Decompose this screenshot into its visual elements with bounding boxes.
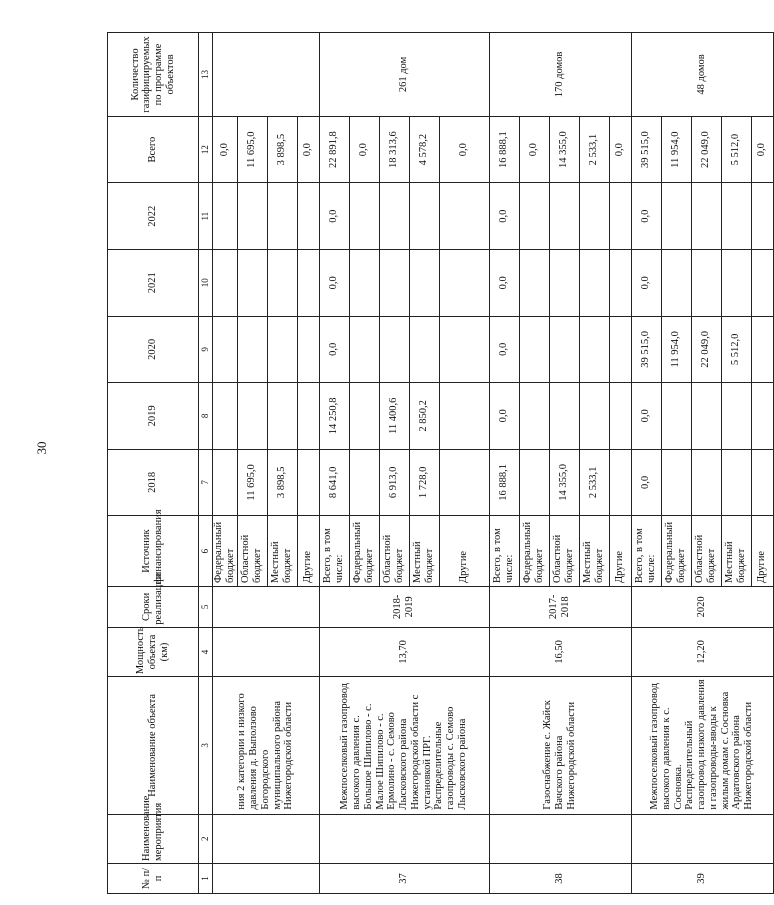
object-name-cell: ния 2 категории и низкого давления д. Выползово Богородского муниципального района Нижегородской области bbox=[213, 677, 320, 814]
value-cell: 0,0 bbox=[519, 116, 549, 183]
column-number: 10 bbox=[199, 249, 213, 316]
value-cell bbox=[297, 383, 319, 450]
value-cell: 11 954,0 bbox=[661, 116, 691, 183]
value-cell: 4 578,2 bbox=[409, 116, 439, 183]
object-count-cell: 48 домов bbox=[631, 33, 773, 117]
measure-name-cell bbox=[213, 814, 320, 863]
source-regional: Областной бюджет bbox=[237, 516, 267, 587]
column-number: 1 bbox=[199, 863, 213, 893]
value-cell bbox=[721, 383, 751, 450]
value-cell: 1 728,0 bbox=[409, 449, 439, 516]
value-cell bbox=[349, 249, 379, 316]
column-number: 6 bbox=[199, 516, 213, 587]
value-cell bbox=[579, 183, 609, 250]
capacity-cell: 13,70 bbox=[319, 627, 489, 676]
value-cell bbox=[267, 316, 297, 383]
column-number: 2 bbox=[199, 814, 213, 863]
value-cell: 11 400,6 bbox=[379, 383, 409, 450]
value-cell bbox=[349, 449, 379, 516]
row-number-cell bbox=[213, 863, 320, 893]
rotated-table-frame bbox=[107, 32, 768, 894]
header-cell: Наименование объекта bbox=[108, 677, 199, 814]
row-number-cell: 38 bbox=[489, 863, 631, 893]
value-cell: 0,0 bbox=[319, 183, 349, 250]
value-cell bbox=[267, 383, 297, 450]
value-cell: 5 512,0 bbox=[721, 116, 751, 183]
value-cell: 22 891,8 bbox=[319, 116, 349, 183]
table-row bbox=[489, 33, 519, 894]
object-count-cell: 170 домов bbox=[489, 33, 631, 117]
header-cell: 2022 bbox=[108, 183, 199, 250]
source-local: Местный бюджет bbox=[579, 516, 609, 587]
value-cell bbox=[661, 183, 691, 250]
value-cell bbox=[661, 449, 691, 516]
value-cell: 0,0 bbox=[631, 449, 661, 516]
measure-name-cell bbox=[319, 814, 489, 863]
value-cell: 2 850,2 bbox=[409, 383, 439, 450]
table-row bbox=[319, 33, 349, 894]
value-cell bbox=[579, 383, 609, 450]
value-cell: 0,0 bbox=[489, 383, 519, 450]
value-cell bbox=[609, 383, 631, 450]
value-cell bbox=[237, 383, 267, 450]
header-cell: Количество газифицируемых по программе объектов bbox=[108, 33, 199, 117]
value-cell bbox=[519, 449, 549, 516]
value-cell bbox=[609, 449, 631, 516]
column-number: 13 bbox=[199, 33, 213, 117]
value-cell bbox=[751, 449, 773, 516]
value-cell bbox=[751, 183, 773, 250]
capacity-cell: 12,20 bbox=[631, 627, 773, 676]
period-cell: 2020 bbox=[631, 587, 773, 628]
value-cell bbox=[519, 249, 549, 316]
column-number: 4 bbox=[199, 627, 213, 676]
value-cell: 0,0 bbox=[751, 116, 773, 183]
value-cell: 3 898,5 bbox=[267, 449, 297, 516]
period-cell: 2017-2018 bbox=[489, 587, 631, 628]
value-cell bbox=[349, 183, 379, 250]
source-federal: Федеральный бюджет bbox=[213, 516, 238, 587]
value-cell: 5 512,0 bbox=[721, 316, 751, 383]
value-cell: 0,0 bbox=[319, 249, 349, 316]
column-number: 9 bbox=[199, 316, 213, 383]
header-cell: № п/п bbox=[108, 863, 199, 893]
value-cell bbox=[519, 183, 549, 250]
value-cell: 11 695,0 bbox=[237, 449, 267, 516]
value-cell: 18 313,6 bbox=[379, 116, 409, 183]
value-cell bbox=[267, 183, 297, 250]
value-cell: 14 250,8 bbox=[319, 383, 349, 450]
value-cell bbox=[439, 316, 489, 383]
header-cell: 2019 bbox=[108, 383, 199, 450]
column-number: 7 bbox=[199, 449, 213, 516]
value-cell bbox=[213, 449, 238, 516]
value-cell: 3 898,5 bbox=[267, 116, 297, 183]
value-cell bbox=[213, 383, 238, 450]
value-cell bbox=[349, 316, 379, 383]
value-cell: 0,0 bbox=[489, 183, 519, 250]
header-cell: Источник финансирования bbox=[108, 516, 199, 587]
value-cell bbox=[609, 249, 631, 316]
value-cell bbox=[439, 383, 489, 450]
period-cell: 2018-2019 bbox=[319, 587, 489, 628]
value-cell bbox=[519, 383, 549, 450]
object-count-cell bbox=[213, 33, 320, 117]
value-cell bbox=[409, 249, 439, 316]
value-cell bbox=[349, 383, 379, 450]
value-cell: 2 533,1 bbox=[579, 449, 609, 516]
source-total: Всего, в том числе: bbox=[319, 516, 349, 587]
value-cell bbox=[237, 249, 267, 316]
value-cell bbox=[721, 183, 751, 250]
capacity-cell bbox=[213, 627, 320, 676]
financing-table bbox=[107, 32, 774, 894]
value-cell bbox=[379, 249, 409, 316]
value-cell: 0,0 bbox=[297, 116, 319, 183]
value-cell: 22 049,0 bbox=[691, 316, 721, 383]
column-number: 8 bbox=[199, 383, 213, 450]
value-cell: 0,0 bbox=[631, 383, 661, 450]
value-cell bbox=[297, 449, 319, 516]
object-name-cell: Межпоселковый газопровод высокого давления к с. Сосновка. Распределительный газопровод низкого давления и газопроводы-вводы к жилым домам с. Сосновка Ардатовского района Нижегородской области bbox=[631, 677, 773, 814]
value-cell: 16 888,1 bbox=[489, 449, 519, 516]
source-other: Другие bbox=[609, 516, 631, 587]
source-total: Всего, в том числе: bbox=[631, 516, 661, 587]
value-cell bbox=[751, 316, 773, 383]
header-cell: Всего bbox=[108, 116, 199, 183]
value-cell: 14 355,0 bbox=[549, 116, 579, 183]
value-cell bbox=[213, 249, 238, 316]
value-cell bbox=[579, 249, 609, 316]
value-cell bbox=[237, 183, 267, 250]
value-cell bbox=[409, 183, 439, 250]
value-cell bbox=[661, 383, 691, 450]
value-cell bbox=[379, 183, 409, 250]
value-cell bbox=[721, 249, 751, 316]
source-regional: Областной бюджет bbox=[549, 516, 579, 587]
value-cell: 0,0 bbox=[609, 116, 631, 183]
value-cell bbox=[439, 249, 489, 316]
header-cell: Сроки реализации bbox=[108, 587, 199, 628]
value-cell: 39 515,0 bbox=[631, 116, 661, 183]
page-number: 30 bbox=[34, 441, 49, 455]
value-cell: 39 515,0 bbox=[631, 316, 661, 383]
value-cell: 0,0 bbox=[631, 249, 661, 316]
value-cell bbox=[721, 449, 751, 516]
source-other: Другие bbox=[297, 516, 319, 587]
header-cell: 2020 bbox=[108, 316, 199, 383]
value-cell bbox=[213, 183, 238, 250]
value-cell: 0,0 bbox=[489, 249, 519, 316]
value-cell: 0,0 bbox=[349, 116, 379, 183]
value-cell bbox=[237, 316, 267, 383]
measure-name-cell bbox=[631, 814, 773, 863]
value-cell bbox=[549, 249, 579, 316]
value-cell: 0,0 bbox=[439, 116, 489, 183]
header-cell: Мощность объекта (км) bbox=[108, 627, 199, 676]
value-cell: 22 049,0 bbox=[691, 116, 721, 183]
value-cell bbox=[691, 183, 721, 250]
period-cell bbox=[213, 587, 320, 628]
value-cell bbox=[691, 383, 721, 450]
value-cell bbox=[751, 249, 773, 316]
object-name-cell: Межпоселковый газопровод высокого давления с. Большое Шипилово - с. Малое Шипилово - с. Ермолино - с. Семово Лысковского района Нижегородской области с установкой ПРГ. Распределительные газопроводы с. Семово Лысковского района bbox=[319, 677, 489, 814]
source-federal: Федеральный бюджет bbox=[661, 516, 691, 587]
table-row bbox=[631, 33, 661, 894]
value-cell bbox=[609, 183, 631, 250]
value-cell: 0,0 bbox=[631, 183, 661, 250]
header-cell: 2018 bbox=[108, 449, 199, 516]
row-number-cell: 39 bbox=[631, 863, 773, 893]
value-cell: 11 695,0 bbox=[237, 116, 267, 183]
value-cell bbox=[297, 249, 319, 316]
source-other: Другие bbox=[751, 516, 773, 587]
value-cell bbox=[751, 383, 773, 450]
measure-name-cell bbox=[489, 814, 631, 863]
source-local: Местный бюджет bbox=[267, 516, 297, 587]
value-cell bbox=[297, 183, 319, 250]
value-cell bbox=[549, 183, 579, 250]
value-cell: 16 888,1 bbox=[489, 116, 519, 183]
value-cell bbox=[691, 249, 721, 316]
source-federal: Федеральный бюджет bbox=[349, 516, 379, 587]
value-cell bbox=[409, 316, 439, 383]
object-count-cell: 261 дом bbox=[319, 33, 489, 117]
value-cell bbox=[549, 316, 579, 383]
value-cell: 0,0 bbox=[319, 316, 349, 383]
value-cell: 14 355,0 bbox=[549, 449, 579, 516]
value-cell bbox=[519, 316, 549, 383]
column-number: 12 bbox=[199, 116, 213, 183]
value-cell bbox=[691, 449, 721, 516]
value-cell: 11 954,0 bbox=[661, 316, 691, 383]
capacity-cell: 16,50 bbox=[489, 627, 631, 676]
value-cell: 6 913,0 bbox=[379, 449, 409, 516]
value-cell bbox=[213, 316, 238, 383]
source-local: Местный бюджет bbox=[721, 516, 751, 587]
column-number: 11 bbox=[199, 183, 213, 250]
source-total: Всего, в том числе: bbox=[489, 516, 519, 587]
value-cell bbox=[609, 316, 631, 383]
value-cell: 0,0 bbox=[213, 116, 238, 183]
source-other: Другие bbox=[439, 516, 489, 587]
value-cell bbox=[579, 316, 609, 383]
source-regional: Областной бюджет bbox=[379, 516, 409, 587]
value-cell bbox=[549, 383, 579, 450]
header-cell: 2021 bbox=[108, 249, 199, 316]
source-regional: Областной бюджет bbox=[691, 516, 721, 587]
value-cell bbox=[661, 249, 691, 316]
value-cell bbox=[267, 249, 297, 316]
object-name-cell: Газоснабжение с. Жайск Вачского района Нижегородской области bbox=[489, 677, 631, 814]
value-cell bbox=[439, 183, 489, 250]
value-cell bbox=[297, 316, 319, 383]
source-local: Местный бюджет bbox=[409, 516, 439, 587]
row-number-cell: 37 bbox=[319, 863, 489, 893]
column-number: 3 bbox=[199, 677, 213, 814]
source-federal: Федеральный бюджет bbox=[519, 516, 549, 587]
header-row bbox=[108, 33, 199, 894]
value-cell: 8 641,0 bbox=[319, 449, 349, 516]
value-cell: 0,0 bbox=[489, 316, 519, 383]
header-cell: Наименование мероприятия bbox=[108, 814, 199, 863]
value-cell bbox=[439, 449, 489, 516]
value-cell: 2 533,1 bbox=[579, 116, 609, 183]
value-cell bbox=[379, 316, 409, 383]
column-number: 5 bbox=[199, 587, 213, 628]
table-row bbox=[213, 33, 238, 894]
column-number-row bbox=[199, 33, 213, 894]
